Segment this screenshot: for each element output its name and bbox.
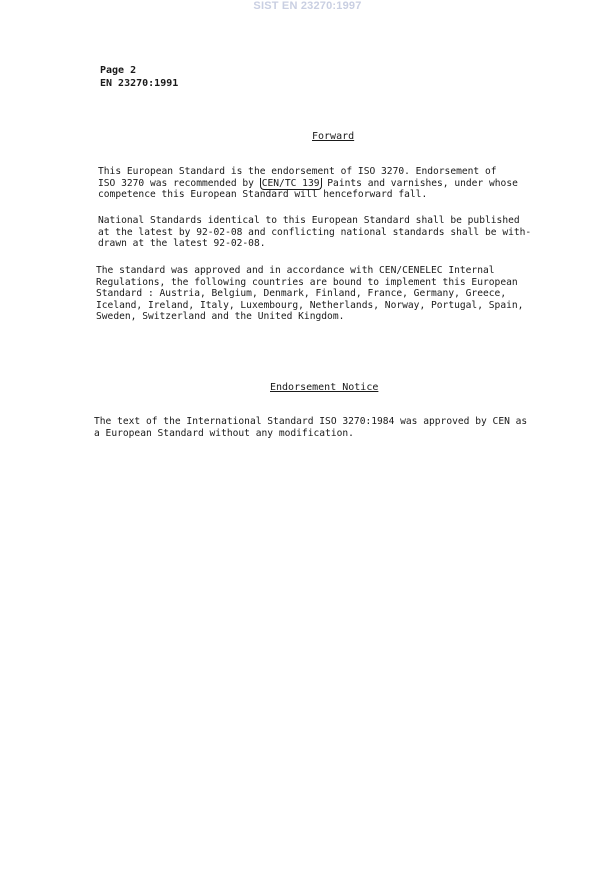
endorsement-paragraph [94,416,527,439]
paragraph-text: Paints and varnishes, under whose [321,177,518,189]
paragraph-line: competence this European Standard will henceforward fall. [98,189,428,200]
paragraph-line: Sweden, Switzerland and the United Kingdom. [96,311,345,322]
page-number: Page 2 [100,65,137,76]
paragraph-line: Regulations, the following countries are bound to implement this European [96,276,518,288]
paragraph-line: drawn at the latest 92-02-08. [98,238,266,249]
paragraph-line: The standard was approved and in accordance with CEN/CENELEC Internal [96,265,495,276]
paragraph-line: a European Standard without any modification. [94,427,354,439]
paragraph-line: Standard : Austria, Belgium, Denmark, Finland, France, Germany, Greece, [96,288,507,299]
forward-paragraph-1 [98,166,518,201]
forward-paragraph-3 [96,265,523,323]
paragraph-line: at the latest by 92-02-08 and conflicting national standards shall be with- [98,226,532,238]
forward-heading: Forward [312,131,355,142]
committee-reference: CEN/TC 139 [261,177,320,189]
paragraph-line: The text of the International Standard ISO 3270:1984 was approved by CEN as [94,416,528,427]
page-header [100,64,178,90]
paragraph-line: National Standards identical to this European Standard shall be published [98,215,520,226]
paragraph-line [98,178,518,190]
document-watermark: SIST EN 23270:1997 [253,0,362,12]
paragraph-line: Iceland, Ireland, Italy, Luxembourg, Netherlands, Norway, Portugal, Spain, [96,299,524,311]
paragraph-text: ISO 3270 was recommended by [98,177,260,189]
paragraph-line: This European Standard is the endorsement of ISO 3270. Endorsement of [98,166,497,177]
endorsement-heading: Endorsement Notice [270,382,379,393]
forward-paragraph-2 [98,215,531,250]
document-number: EN 23270:1991 [100,78,179,89]
